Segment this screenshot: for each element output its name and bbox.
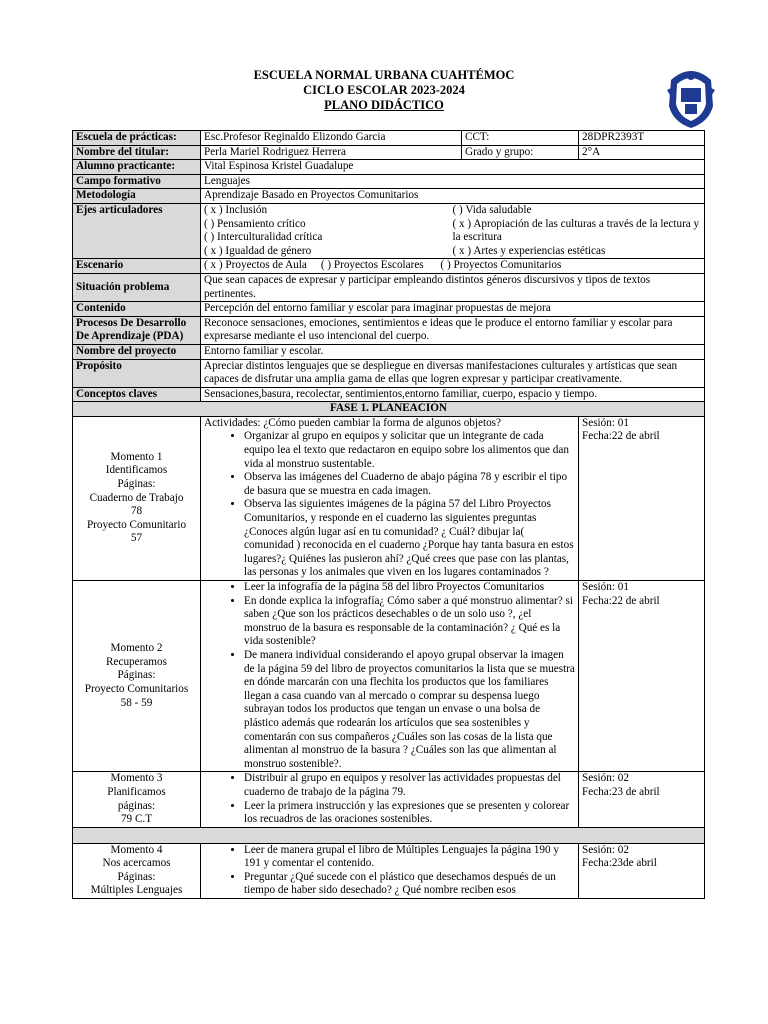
moment-session (579, 416, 705, 580)
moment-label (73, 416, 201, 580)
moment-label-line: páginas: (117, 799, 156, 812)
moment-label (73, 843, 201, 898)
method-value: Aprendizaje Basado en Proyectos Comunitarios (201, 189, 705, 204)
list-item: • Leer la infografía de la página 58 del libro Proyectos Comunitarios (244, 581, 575, 595)
concepts-row (73, 387, 705, 402)
student-label: Alumno practicante: (73, 160, 201, 175)
document-title: PLANO DIDÁCTICO (324, 98, 444, 112)
axes-row (73, 203, 705, 258)
session-date: Fecha:23de abril (582, 857, 657, 870)
problem-value: Que sean capaces de expresar y participar empleando distintos géneros discursivos y tipos de textos pertinentes. (201, 273, 705, 301)
moment-label-line: Cuaderno de Trabajo (89, 491, 184, 504)
axis-item: ( ) Vida saludable (452, 203, 532, 216)
pda-label: Procesos De Desarrollo De Aprendizaje (PDA) (73, 316, 201, 344)
moment-row (73, 772, 705, 827)
project-row (73, 344, 705, 359)
moment-activities (201, 772, 579, 827)
phase-row (73, 402, 705, 417)
session-number: Sesión: 02 (582, 843, 629, 856)
list-item: • En donde explica la infografía¿ Cómo saber a qué monstruo alimentar? si saben ¿Que son los prácticos desechables o de un solo uso ?, ¿el monstruo de la basura es responsable de la contaminación? ¿ Qué es la vida sostenible? (244, 595, 575, 649)
content-row (73, 302, 705, 317)
method-row (73, 189, 705, 204)
moment-label-line: Momento 4 (110, 843, 163, 856)
axis-item: ( ) Interculturalidad crítica (204, 231, 323, 244)
moment-row (73, 416, 705, 580)
moment-label-line: Páginas: (117, 870, 156, 883)
content-label: Contenido (73, 302, 201, 317)
concepts-value: Sensaciones,basura, recolectar, sentimientos,entorno familiar, cuerpo, espacio y tiempo. (201, 387, 705, 402)
moment-label-line: 78 (130, 505, 143, 518)
list-item: • Leer de manera grupal el libro de Múltiples Lenguajes la página 190 y 191 y comentar el contenido. (244, 844, 575, 871)
separator-cell (73, 827, 705, 843)
axis-item: ( x ) Igualdad de género (204, 244, 312, 257)
project-value: Entorno familiar y escolar. (201, 344, 705, 359)
content-value: Percepción del entorno familiar y escolar para imaginar propuestas de mejora (201, 302, 705, 317)
axes-label: Ejes articuladores (73, 203, 201, 258)
moment-row (73, 581, 705, 772)
school-value: Esc.Profesor Reginaldo Elizondo Garcia (201, 131, 462, 146)
moment-activities (201, 581, 579, 772)
moment-row (73, 843, 705, 898)
axis-item: ( x ) Inclusión (204, 203, 268, 216)
axes-right-list (453, 204, 702, 258)
student-row (73, 160, 705, 175)
session-date: Fecha:22 de abril (582, 594, 660, 607)
moment-label-line: Momento 2 (110, 642, 163, 655)
moment-label-line: Proyecto Comunitarios (84, 682, 189, 695)
problem-row (73, 273, 705, 301)
axes-value (201, 203, 705, 258)
session-date: Fecha:22 de abril (582, 430, 660, 443)
document-header (0, 68, 768, 113)
activities-intro: Actividades: ¿Cómo pueden cambiar la forma de algunos objetos? (204, 416, 501, 429)
moment-label-line: Momento 1 (110, 450, 163, 463)
phase-title: FASE 1. PLANEACIÓN (73, 402, 705, 417)
moment-label-line: Recuperamos (106, 655, 167, 668)
session-number: Sesión: 02 (582, 772, 629, 785)
list-item: • Observa las siguientes imágenes de la página 57 del Libro Proyectos Comunitarios, y responde en el cuaderno las siguientes preguntas ¿Conoces algún lugar así en tu comunidad? ¿ Cuál? dibujar la( comunidad ) reconocida en el cuaderno ¿Porque hay tanta basura en estos lugares?¿ Quiénes las pusieron ahí? ¿Qué crees que pase con las plantas, las personas y los animales que viven en los lugares contaminados ? (244, 498, 575, 580)
moment-activities (201, 416, 579, 580)
method-label: Metodología (73, 189, 201, 204)
school-cycle: CICLO ESCOLAR 2023-2024 (303, 83, 465, 97)
pda-value: Reconoce sensaciones, emociones, sentimientos e ideas que le produce el entorno familiar y escolar para expresarse mediante el uso intencional del cuerpo. (201, 316, 705, 344)
moment-label-line: Identificamos (105, 464, 168, 477)
moment-label-line: Proyecto Comunitario (86, 518, 187, 531)
axis-item: ( x ) Artes y experiencias estéticas (452, 244, 606, 257)
activity-list (204, 430, 575, 580)
scenario-label: Escenario (73, 259, 201, 274)
pda-row (73, 316, 705, 344)
moment-session (579, 843, 705, 898)
axis-item: ( x ) Apropiación de las culturas a través de la lectura y la escritura (452, 217, 700, 244)
cct-value: 28DPR2393T (579, 131, 705, 146)
activity-list (204, 581, 575, 771)
moment-label-line: 79 C.T (120, 813, 153, 826)
activity-clip (204, 844, 575, 898)
school-row (73, 131, 705, 146)
moment-label-line: Páginas: (117, 669, 156, 682)
activity-list (204, 772, 575, 826)
school-label: Escuela de prácticas: (73, 131, 201, 146)
axis-item: ( ) Pensamiento crítico (204, 217, 306, 230)
moment-label-line: Planificamos (107, 785, 166, 798)
list-item: • Leer la primera instrucción y las expresiones que se presenten y colorear los recuadros de las oraciones sostenibles. (244, 800, 575, 827)
grade-value: 2°A (579, 145, 705, 160)
session-number: Sesión: 01 (582, 581, 629, 593)
moment-label-line: Momento 3 (110, 772, 163, 785)
moment-session (579, 772, 705, 827)
student-value: Vital Espinosa Kristel Guadalupe (201, 160, 705, 175)
moment-activities (201, 843, 579, 898)
scenario-row (73, 259, 705, 274)
field-row (73, 174, 705, 189)
separator-row (73, 827, 705, 843)
school-name: ESCUELA NORMAL URBANA CUAHTÉMOC (253, 68, 515, 82)
moment-label-line: Múltiples Lenguajes (90, 884, 183, 897)
purpose-value: Apreciar distintos lenguajes que se despliegue en diversas manifestaciones culturales y artísticas que sean capaces de disfrutar una amplia gama de ellas que logren expresar y participar creativamente. (201, 359, 705, 387)
moment-label (73, 581, 201, 772)
grade-label: Grado y grupo: (462, 145, 579, 160)
moment-label-line: Páginas: (117, 478, 156, 491)
list-item: • Preguntar ¿Qué sucede con el plástico que desechamos después de un tiempo de haber sido desechado? ¿ Qué nombre reciben esos (244, 871, 575, 898)
problem-label: Situación problema (73, 273, 201, 301)
field-label: Campo formativo (73, 174, 201, 189)
concepts-label: Conceptos claves (73, 387, 201, 402)
field-value: Lenguajes (201, 174, 705, 189)
purpose-label: Propósito (73, 359, 201, 387)
moment-label (73, 772, 201, 827)
session-date: Fecha:23 de abril (582, 785, 660, 798)
moment-label-line: 57 (130, 532, 143, 545)
moment-session (579, 581, 705, 772)
titular-value: Perla Mariel Rodriguez Herrera (201, 145, 462, 160)
list-item: • Organizar al grupo en equipos y solicitar que un integrante de cada equipo lea el texto que redactaron en equipo sobre los alimentos que dan vida al monstruo sustentable. (244, 430, 575, 471)
list-item: • Observa las imágenes del Cuaderno de abajo página 78 y escribir el tipo de basura que se muestra en cada imagen. (244, 471, 575, 498)
project-label: Nombre del proyecto (73, 344, 201, 359)
list-item: • De manera individual considerando el apoyo grupal observar la imagen de la página 59 del libro de proyectos comunitarios la lista que se muestra en dónde marcarán con una flechita los productos que los familiares llegan a casa cuando van al mercado o comprar su despensa luego subrayan todos los productos que tengan un envase o una bolsa de plástico además que rodearán los artículos que sea sostenibles y comentarán con sus compañeros ¿Cuáles son las cosas de la lista que alimentan al monstruo de la basura ? ¿Cuáles son las que alimentan al monstruo sostenible?. (244, 649, 575, 771)
session-number: Sesión: 01 (582, 416, 629, 429)
purpose-row (73, 359, 705, 387)
titular-label: Nombre del titular: (73, 145, 201, 160)
list-item: • Distribuir al grupo en equipos y resolver las actividades propuestas del cuaderno de trabajo de la página 79. (244, 772, 575, 799)
school-seal-icon (665, 66, 717, 130)
titular-row (73, 145, 705, 160)
activity-list (204, 844, 575, 898)
moment-label-line: Nos acercamos (102, 857, 171, 870)
scenario-value: ( x ) Proyectos de Aula ( ) Proyectos Escolares ( ) Proyectos Comunitarios (201, 259, 705, 274)
cct-label: CCT: (462, 131, 579, 146)
moment-label-line: 58 - 59 (120, 696, 153, 709)
axes-left-list (204, 204, 453, 258)
plan-table (72, 130, 705, 899)
